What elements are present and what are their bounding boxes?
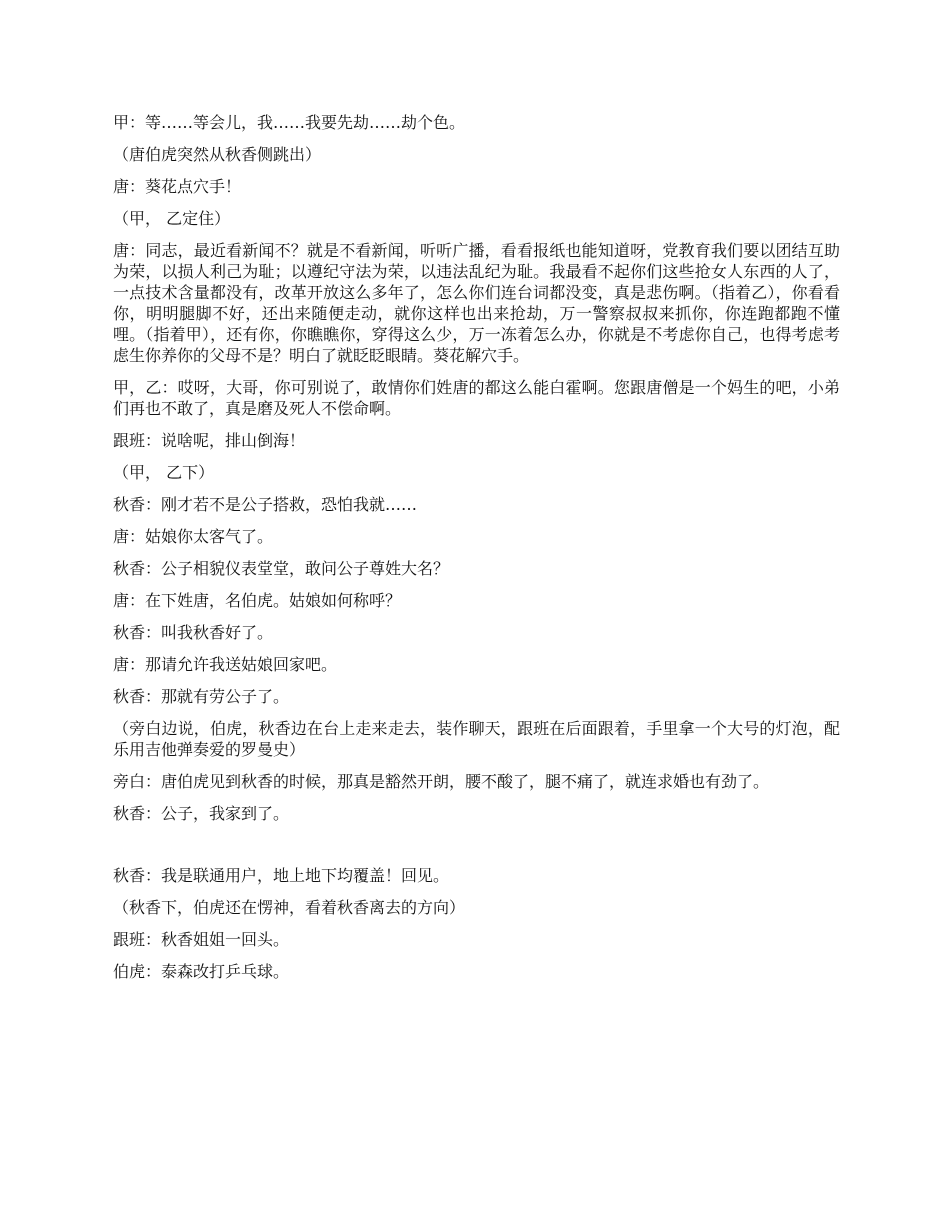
stage-direction: （唐伯虎突然从秋香侧跳出）	[113, 145, 322, 164]
paragraph: 甲，乙：哎呀，大哥，你可别说了，敢情你们姓唐的都这么能白霍啊。您跟唐僧是一个妈生的吧，小弟们再也不敢了，真是磨及死人不偿命啊。	[113, 378, 840, 418]
stage-direction: （甲， 乙下）	[113, 463, 215, 482]
paragraph: 跟班：说啥呢，排山倒海！	[113, 431, 306, 450]
paragraph: 唐：同志，最近看新闻不？就是不看新闻，听听广播，看看报纸也能知道呀，党教育我们要以团结互助为荣，以损人利己为耻；以遵纪守法为荣，以违法乱纪为耻。我最看不起你们这些抢女人东西的人了，一点技术含量都没有，改革开放这么多年了，怎么你们连台词都没变，真是悲伤啊。（指着乙），你看看你，明明腿脚不好，还出来随便走动，就你这样也出来抢劫，万一警察叔叔来抓你，你连跑都跑不懂哩。（指着甲），还有你，你瞧瞧你，穿得这么少，万一冻着怎么办，你就是不考虑你自己，也得考虑考虑生你养你的父母不是？明白了就眨眨眼睛。葵花解穴手。	[113, 241, 840, 365]
paragraph: 秋香：那就有劳公子了。	[113, 687, 290, 706]
script-text	[113, 112, 840, 993]
stage-direction: （秋香下，伯虎还在愣神，看着秋香离去的方向）	[113, 898, 466, 917]
paragraph: 伯虎：泰森改打乒乓球。	[113, 962, 290, 981]
paragraph: 甲：等……等会儿，我……我要先劫……劫个色。	[113, 113, 466, 132]
paragraph: 跟班：秋香姐姐一回头。	[113, 930, 290, 949]
stage-direction: （甲， 乙定住）	[113, 209, 231, 228]
paragraph: 秋香：公子，我家到了。	[113, 804, 290, 823]
paragraph: 秋香：我是联通用户，地上地下均覆盖！回见。	[113, 866, 450, 885]
paragraph: 唐：葵花点穴手！	[113, 177, 242, 196]
paragraph: 旁白：唐伯虎见到秋香的时候，那真是豁然开朗，腰不酸了，腿不痛了，就连求婚也有劲了。	[113, 772, 770, 791]
stage-direction: （旁白边说，伯虎，秋香边在台上走来走去，装作聊天，跟班在后面跟着，手里拿一个大号的灯泡，配乐用吉他弹奏爱的罗曼史）	[113, 719, 840, 759]
paragraph: 唐：姑娘你太客气了。	[113, 527, 274, 546]
paragraph: 秋香：叫我秋香好了。	[113, 623, 274, 642]
section-gap	[113, 835, 840, 865]
paragraph: 唐：在下姓唐，名伯虎。姑娘如何称呼？	[113, 591, 402, 610]
paragraph: 唐：那请允许我送姑娘回家吧。	[113, 655, 338, 674]
paragraph: 秋香：刚才若不是公子搭救，恐怕我就……	[113, 495, 418, 514]
paragraph: 秋香：公子相貌仪表堂堂，敢问公子尊姓大名？	[113, 559, 450, 578]
